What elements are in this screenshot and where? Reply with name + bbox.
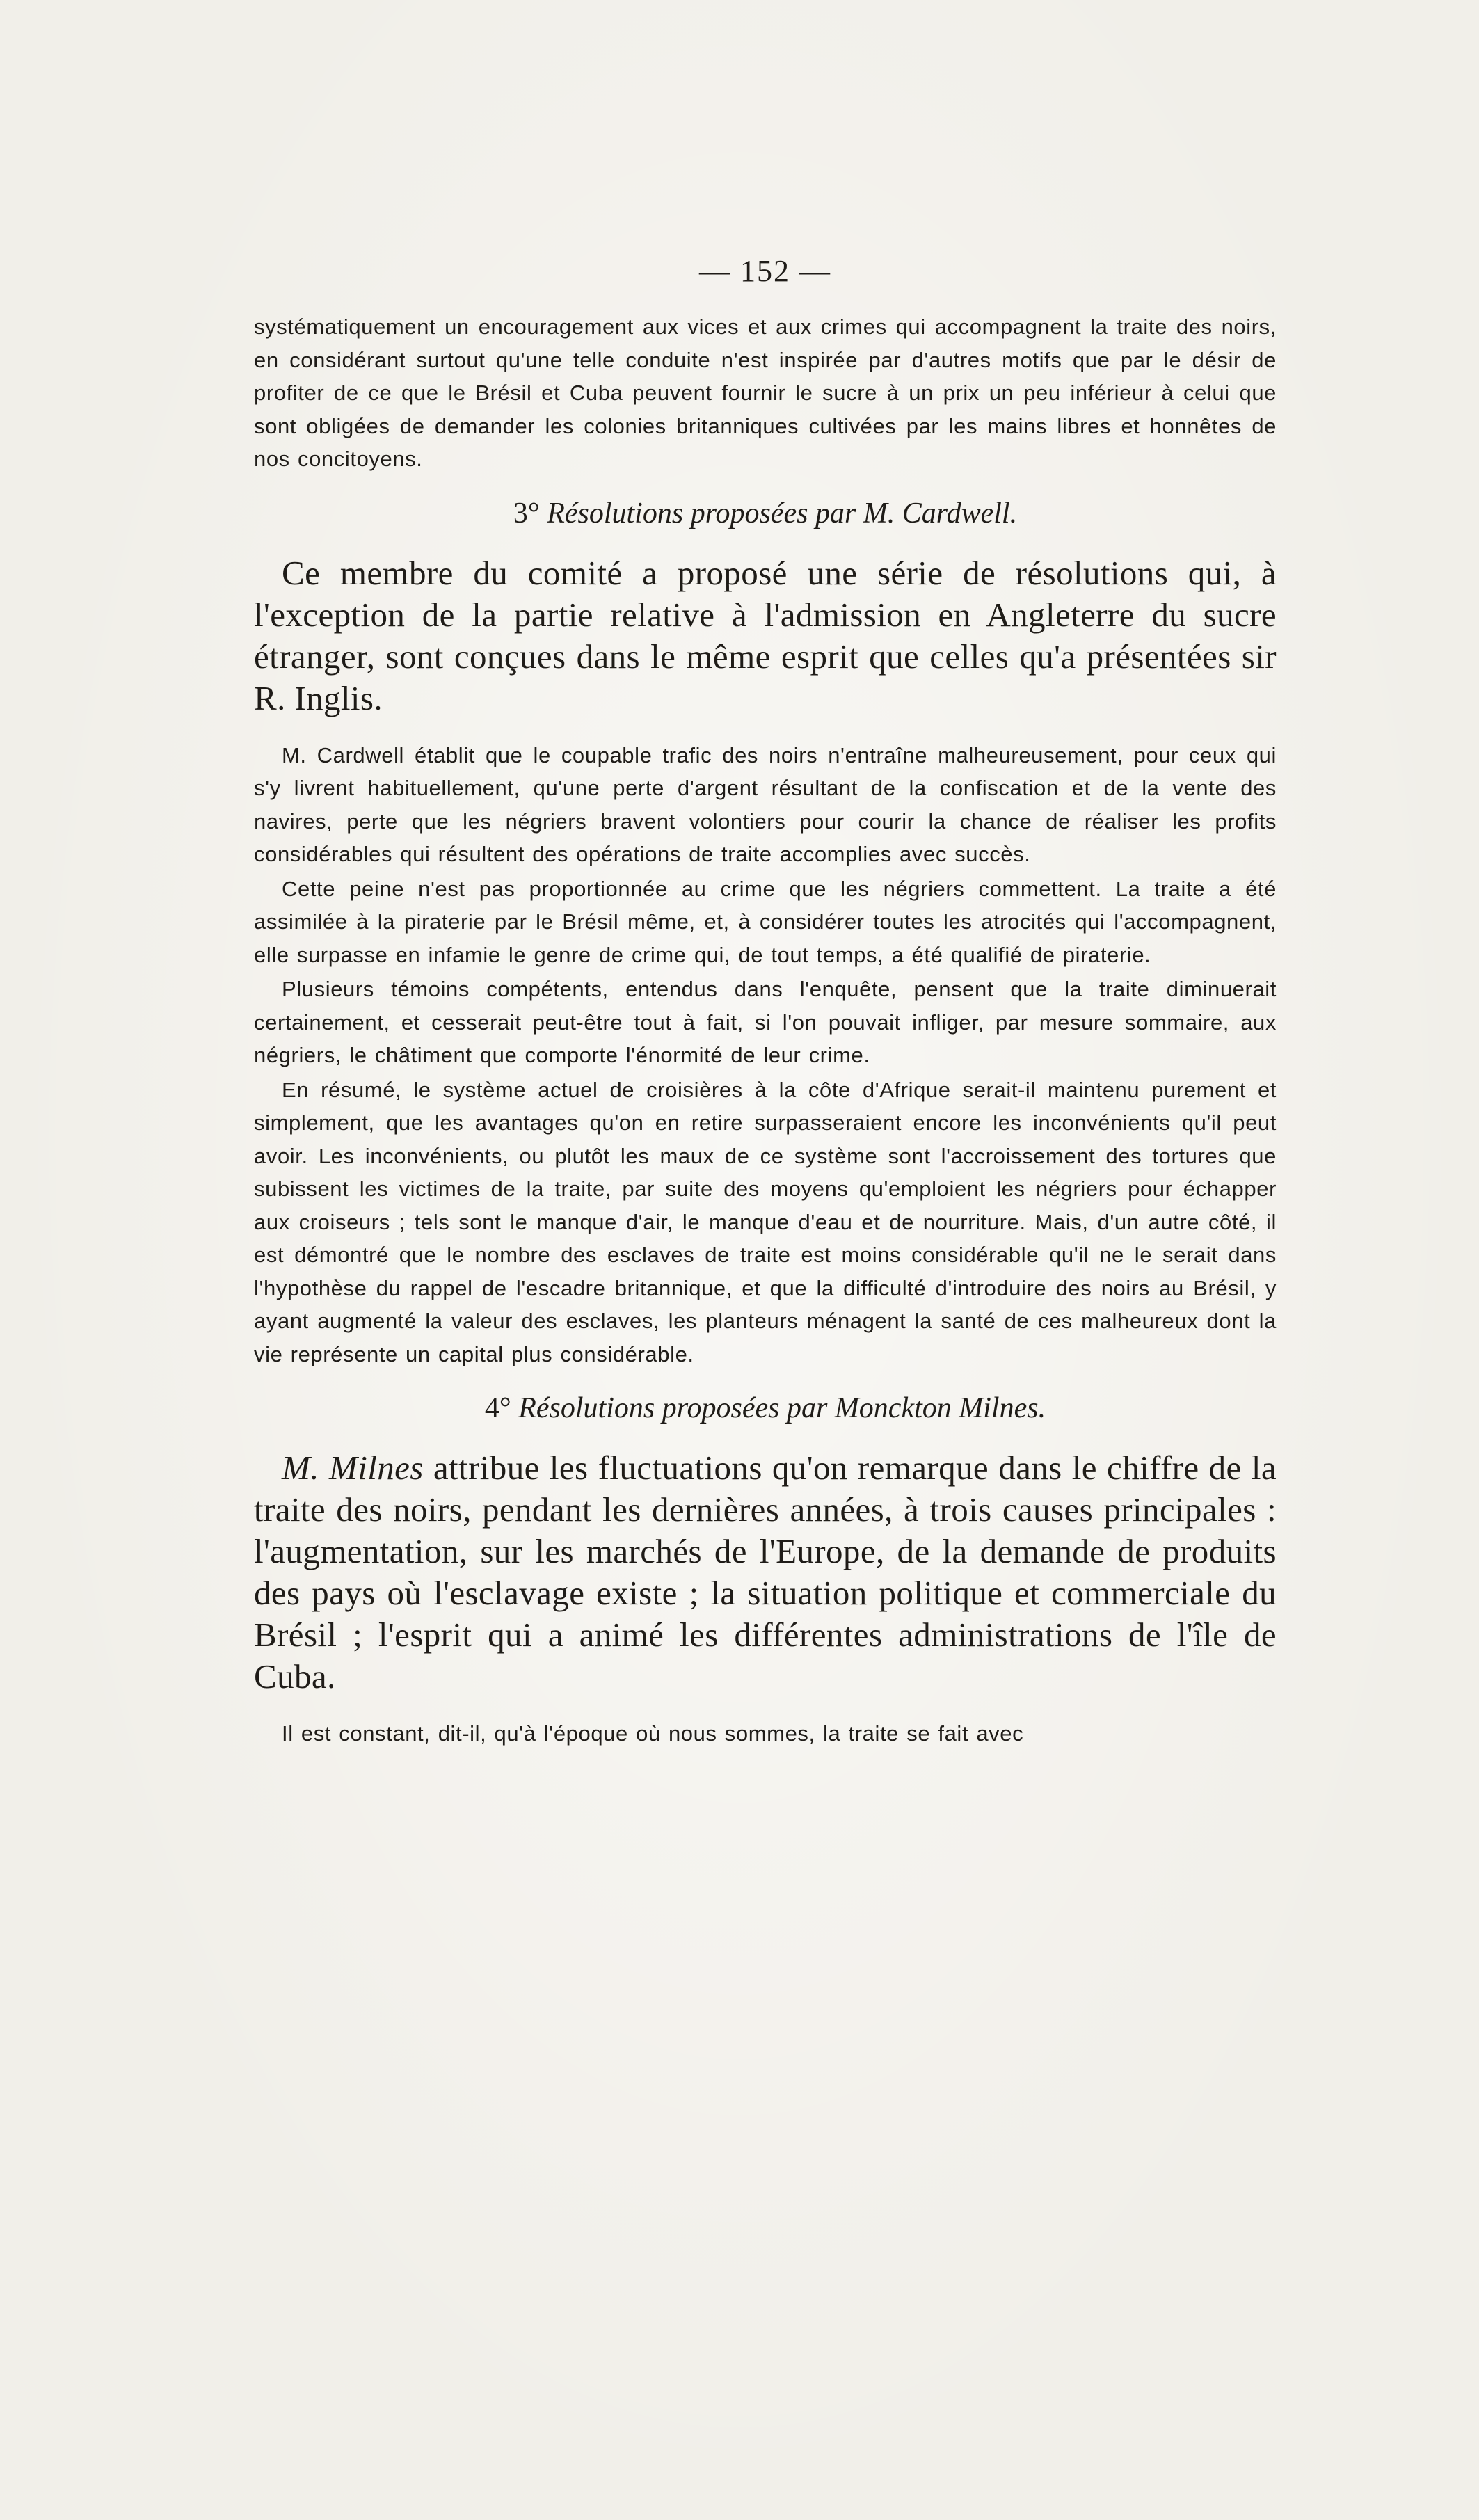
paragraph-cardwell-1: M. Cardwell établit que le coupable trafic des noirs n'entraîne malheureusement, pour ceux qui s'y livrent habituellement, qu'une perte d'argent résultant de la confiscation et de la vente des navires, perte que les négriers bravent volontiers pour courir la chance de réaliser les profits considérables qui résultent des opérations de traite accomplies avec succès. bbox=[254, 742, 1277, 866]
section-number: 4° bbox=[484, 1392, 511, 1424]
section-heading-cardwell bbox=[254, 493, 1277, 534]
page-content bbox=[254, 250, 1277, 1751]
paragraph-intro-milnes bbox=[254, 1447, 1277, 1698]
section-heading-milnes bbox=[254, 1387, 1277, 1429]
paragraph-cardwell-2: Cette peine n'est pas proportionnée au crime que les négriers commettent. La traite a été assimilée à la piraterie par le Brésil même, et, à considérer toutes les atrocités qui l'accompagnent, elle surpasse en infamie le genre de crime qui, de tout temps, a été qualifié de piraterie. bbox=[254, 876, 1277, 967]
paragraph-cardwell-4: En résumé, le système actuel de croisières à la côte d'Afrique serait-il maintenu purement et simplement, que les avantages qu'on en retire surpasseraient encore les inconvénients qu'il peut avoir. Les inconvénients, ou plutôt les maux de ce système sont l'accroissement des tortures que subissent les victimes de la traite, par suite des moyens qu'emploient les négriers pour échapper aux croiseurs ; tels sont le manque d'air, le manque d'eau et de nourriture. Mais, d'un autre côté, il est démontré que le nombre des esclaves de traite est moins considérable qu'il ne le serait dans l'hypothèse du rappel de l'escadre britannique, et que la difficulté d'introduire des noirs au Brésil, y ayant augmenté la valeur des esclaves, les planteurs ménagent la santé de ces malheureux dont la vie représente un capital plus considérable. bbox=[254, 1077, 1277, 1366]
paragraph-milnes-1: Il est constant, dit-il, qu'à l'époque où nous sommes, la traite se fait avec bbox=[282, 1721, 1024, 1746]
section-number: 3° bbox=[513, 497, 540, 529]
page-number: — 152 — bbox=[699, 254, 831, 288]
paragraph-intro-cardwell: Ce membre du comité a proposé une série de résolutions qui, à l'exception de la partie relative à l'admission en Angleterre du sucre étranger, sont conçues dans le même esprit que celles qu'a présentées sir R. Inglis. bbox=[254, 553, 1277, 717]
paragraph-cardwell-3: Plusieurs témoins compétents, entendus dans l'enquête, pensent que la traite diminuerait certainement, et cesserait peut-être tout à fait, si l'on pouvait infliger, par mesure sommaire, aux négriers, le châtiment que comporte l'énormité de leur crime. bbox=[254, 977, 1277, 1067]
section-title: Résolutions proposées par Monckton Milnes. bbox=[518, 1392, 1046, 1424]
paragraph-continuation: systématiquement un encouragement aux vices et aux crimes qui accompagnent la traite des noirs, en considérant surtout qu'une telle conduite n'est inspirée par d'autres motifs que par le désir de profiter de ce que le Brésil et Cuba peuvent fournir le sucre à un prix un peu inférieur à celui que sont obligées de demander les colonies britanniques cultivées par les mains libres et honnêtes de nos concitoyens. bbox=[254, 314, 1277, 471]
section-title: Résolutions proposées par M. Cardwell. bbox=[547, 497, 1018, 529]
person-name: M. Milnes bbox=[282, 1449, 424, 1487]
paragraph-body: attribue les fluctuations qu'on remarque dans le chiffre de la traite des noirs, pendant les dernières années, à trois causes principales : l'augmentation, sur les marchés de l'Europe, de la demande de produits des pays où l'esclavage existe ; la situation politique et commerciale du Brésil ; l'esprit qui a animé les différentes administrations de l'île de Cuba. bbox=[254, 1449, 1277, 1696]
